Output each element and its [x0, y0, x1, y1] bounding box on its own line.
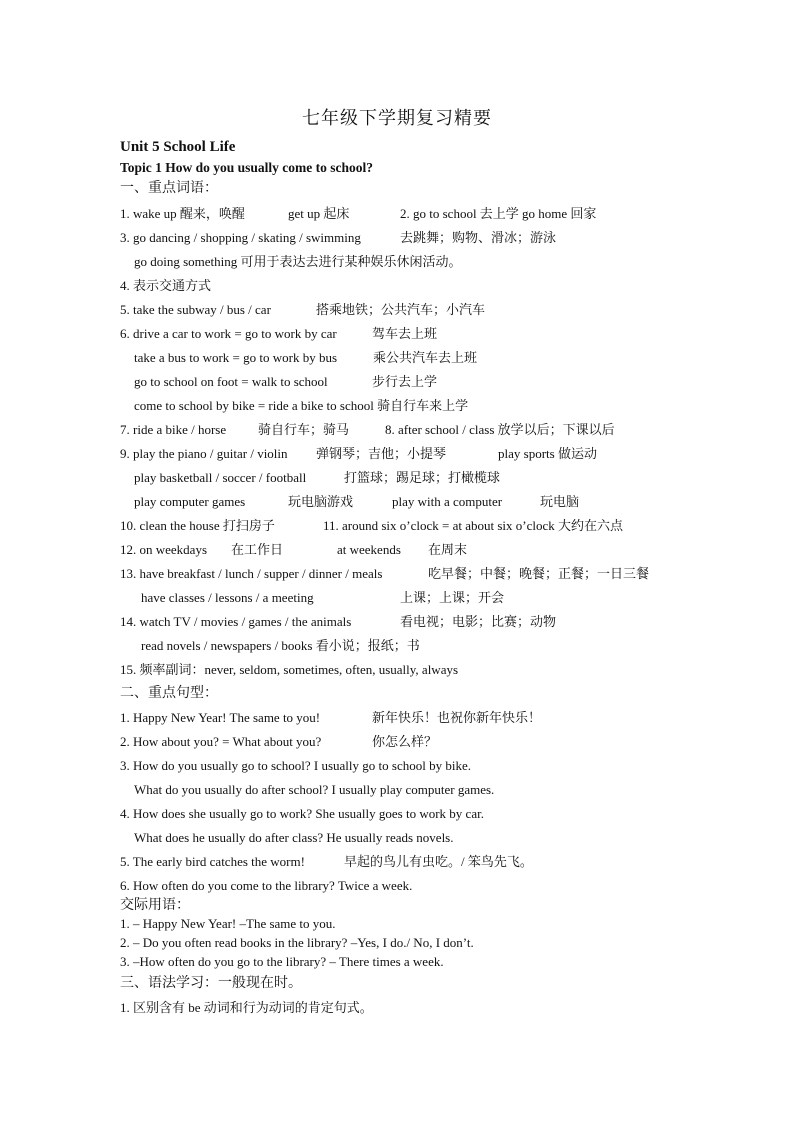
vocab-line: have classes / lessons / a meeting	[141, 590, 314, 605]
vocab-line: 吃早餐；中餐；晚餐；正餐；一日三餐	[428, 566, 650, 581]
vocab-line: play basketball / soccer / football	[134, 470, 307, 485]
vocab-line: 去跳舞；购物、滑冰；游泳	[400, 230, 557, 245]
vocab-line: 弹钢琴；吉他；小提琴	[316, 446, 447, 461]
vocab-line: get up 起床	[288, 206, 350, 221]
vocab-line: 1. wake up 醒来，唤醒	[120, 206, 245, 221]
dialogue-line: 1. – Happy New Year! –The same to you.	[120, 916, 336, 931]
topic-heading: Topic 1 How do you usually come to school?	[120, 160, 374, 175]
vocab-line: 5. take the subway / bus / car	[120, 302, 271, 317]
vocab-line: 8. after school / class 放学以后；下课以后	[385, 422, 615, 437]
vocab-line: 15. 频率副词：never, seldom, sometimes, often, usually, always	[120, 662, 459, 677]
vocab-line: 上课；上课；开会	[400, 590, 505, 605]
vocab-line: read novels / newspapers / books 看小说；报纸；书	[141, 638, 420, 653]
vocab-line: 看电视；电影；比赛；动物	[400, 614, 557, 629]
vocab-line: 骑自行车；骑马	[258, 422, 350, 437]
sentence-line: 4. How does she usually go to work? She usually goes to work by car.	[120, 806, 484, 821]
sentence-line: 新年快乐！也祝你新年快乐！	[372, 710, 542, 725]
sentence-line: 5. The early bird catches the worm!	[120, 854, 305, 869]
vocab-line: at weekends	[337, 542, 401, 557]
vocab-line: 2. go to school 去上学 go home 回家	[400, 206, 597, 221]
vocab-line: 4. 表示交通方式	[120, 278, 212, 293]
dialogue-line: 3. –How often do you go to the library? – There times a week.	[120, 954, 444, 969]
vocab-line: go to school on foot = walk to school	[134, 374, 328, 389]
sentence-line: 2. How about you? = What about you?	[120, 734, 322, 749]
vocab-line: 玩电脑游戏	[288, 494, 354, 509]
dialogue-line: 2. – Do you often read books in the library? –Yes, I do./ No, I don’t.	[120, 935, 474, 950]
vocab-line: 6. drive a car to work = go to work by car	[120, 326, 337, 341]
vocab-line: play computer games	[134, 494, 246, 509]
sentence-line: 6. How often do you come to the library? Twice a week.	[120, 878, 413, 893]
vocab-line: 在工作日	[231, 542, 284, 557]
vocab-line: 3. go dancing / shopping / skating / swimming	[120, 230, 361, 245]
vocab-line: come to school by bike = ride a bike to school 骑自行车来上学	[134, 398, 469, 413]
vocab-line: 7. ride a bike / horse	[120, 422, 227, 437]
sentence-line: What does he usually do after class? He usually reads novels.	[134, 830, 454, 845]
vocab-line: take a bus to work = go to work by bus	[134, 350, 338, 365]
unit-heading: Unit 5 School Life	[120, 139, 236, 155]
section-heading-grammar: 三、语法学习：一般现在时。	[120, 976, 302, 991]
section-heading-sentences: 二、重点句型：	[120, 686, 218, 701]
vocab-line: go doing something 可用于表达去进行某种娱乐休闲活动。	[134, 254, 462, 269]
section-heading-vocab: 一、重点词语：	[120, 181, 218, 196]
vocab-line: 玩电脑	[540, 494, 580, 509]
vocab-line: 步行去上学	[372, 374, 438, 389]
grammar-line: 1. 区别含有 be 动词和行为动词的肯定句式。	[120, 1000, 373, 1015]
vocab-line: 12. on weekdays	[120, 542, 208, 557]
sentence-line: 你怎么样？	[372, 734, 438, 749]
vocab-line: 驾车去上班	[372, 326, 438, 341]
section-heading-dialogue: 交际用语：	[120, 898, 190, 913]
vocab-line: play with a computer	[392, 494, 503, 509]
vocab-line: 在周末	[428, 542, 468, 557]
vocab-line: 10. clean the house 打扫房子	[120, 518, 275, 533]
sentence-line: 早起的鸟儿有虫吃。/ 笨鸟先飞。	[344, 854, 533, 869]
vocab-line: play sports 做运动	[498, 446, 597, 461]
sentence-line: What do you usually do after school? I usually play computer games.	[134, 782, 495, 797]
sentence-line: 1. Happy New Year! The same to you!	[120, 710, 321, 725]
sentence-line: 3. How do you usually go to school? I usually go to school by bike.	[120, 758, 471, 773]
page-title: 七年级下学期复习精要	[302, 108, 492, 128]
vocab-line: 乘公共汽车去上班	[373, 350, 478, 365]
vocab-line: 11. around six o’clock = at about six o’clock 大约在六点	[323, 518, 624, 533]
vocab-line: 9. play the piano / guitar / violin	[120, 446, 288, 461]
vocab-line: 14. watch TV / movies / games / the animals	[120, 614, 352, 629]
vocab-line: 搭乘地铁；公共汽车；小汽车	[316, 302, 486, 317]
vocab-line: 打篮球；踢足球；打橄榄球	[344, 470, 501, 485]
vocab-line: 13. have breakfast / lunch / supper / dinner / meals	[120, 566, 383, 581]
